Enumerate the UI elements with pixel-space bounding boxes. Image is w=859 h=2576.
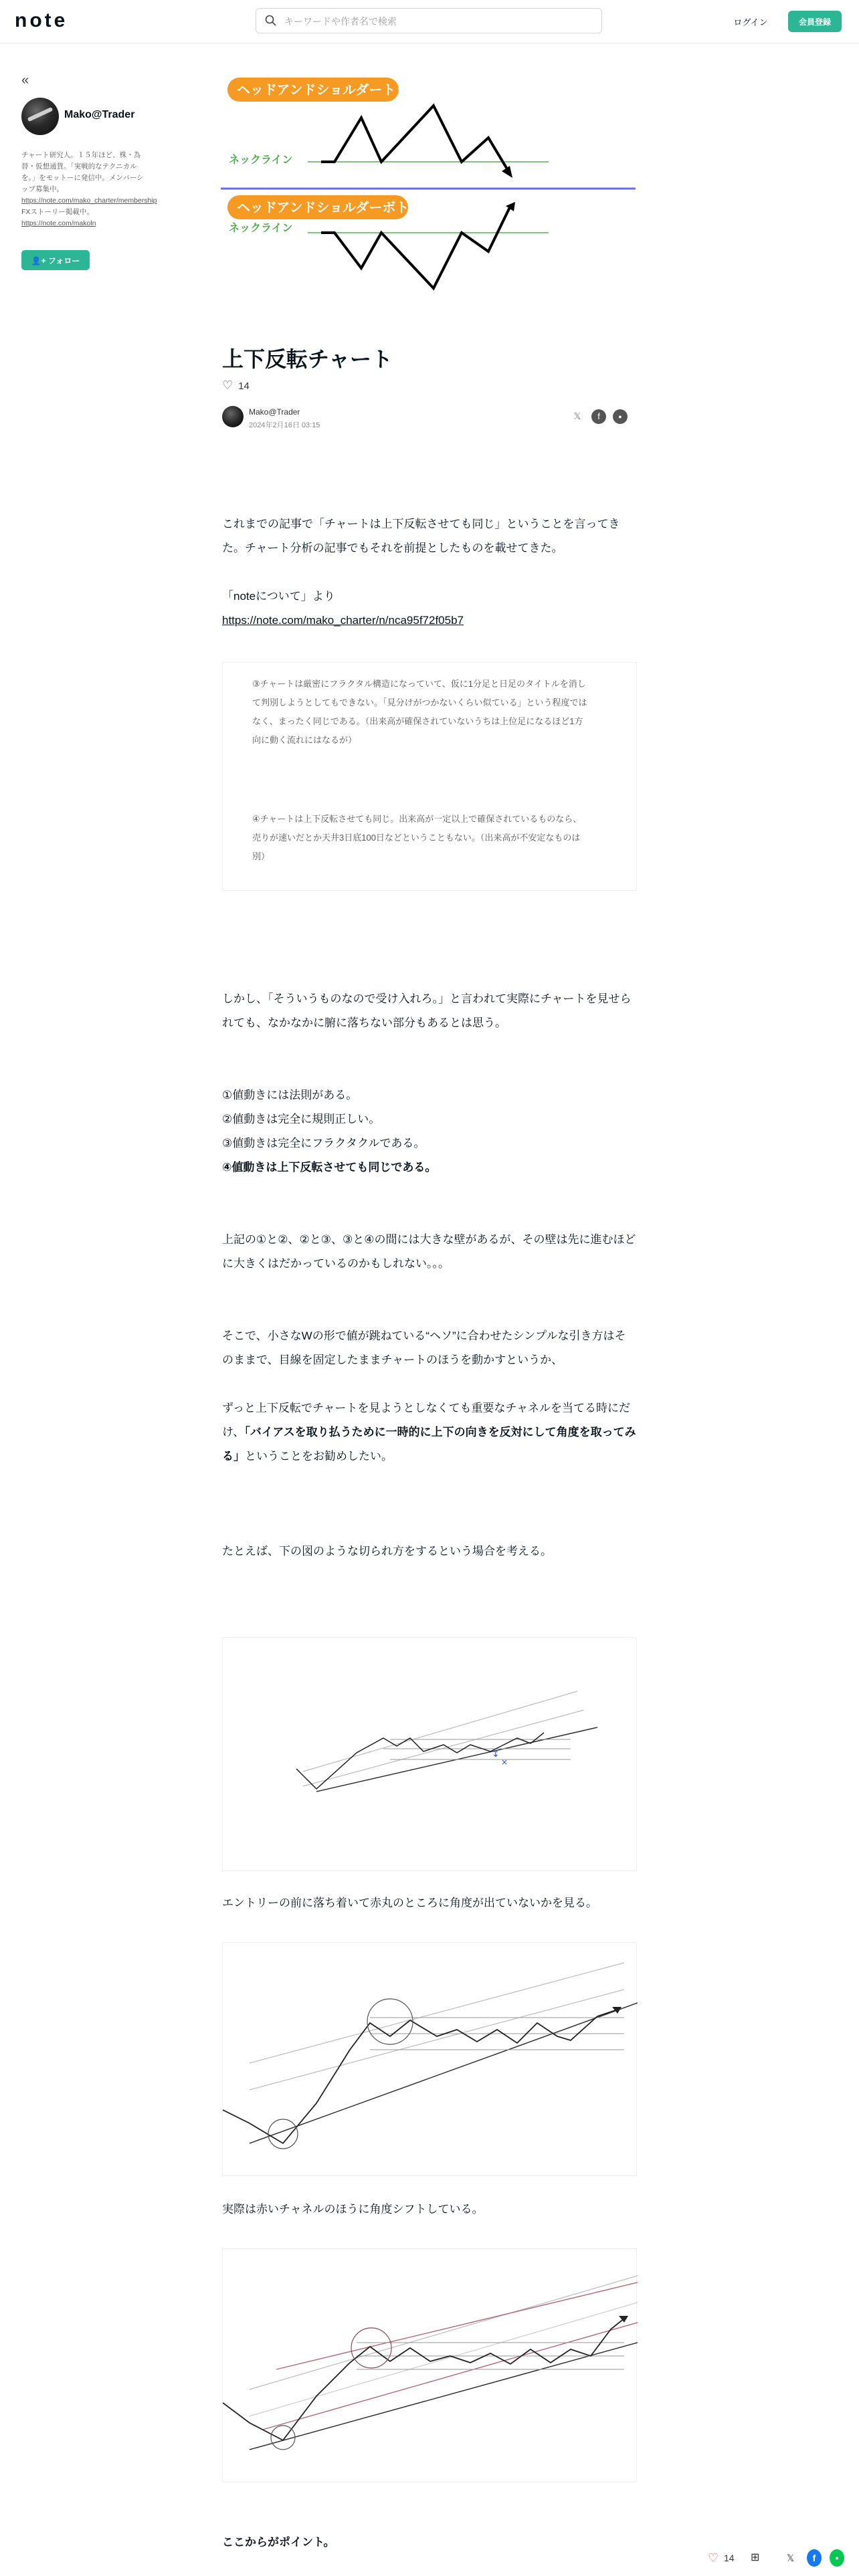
note-about-link[interactable]: https://note.com/mako_charter/n/nca95f72f05b7: [222, 614, 464, 627]
chart-image-1: [222, 1637, 637, 1871]
rule-3: ③値動きは完全にフラクタクルである。: [222, 1137, 425, 1150]
login-button[interactable]: ログイン: [724, 11, 777, 32]
paragraph-6-c: ということをお勧めしたい。: [245, 1450, 393, 1463]
x-share-icon[interactable]: 𝕏: [573, 411, 581, 421]
x-icon[interactable]: 𝕏: [787, 2553, 795, 2563]
byline-date: 2024年2月16日 03:15: [249, 421, 320, 429]
collapse-sidebar-icon[interactable]: «: [21, 73, 29, 88]
author-avatar[interactable]: [21, 98, 59, 135]
facebook-icon[interactable]: f: [807, 2549, 822, 2567]
rule-1: ①値動きには法則がある。: [222, 1089, 358, 1101]
search-icon: [264, 14, 278, 27]
rule-list: [222, 1083, 637, 1180]
author-name[interactable]: Mako@Trader: [64, 109, 135, 120]
heart-icon[interactable]: ♡: [222, 379, 233, 392]
author-bio: [21, 150, 157, 229]
caption-1: エントリーの前に落ち着いて赤丸のところに角度が出ていないかを見る。: [222, 1897, 597, 1909]
paragraph-2: [222, 584, 637, 633]
like-count[interactable]: [222, 379, 250, 393]
paragraph-3: しかし、「そういうものなので受け入れろ。」と言われて実際にチャートを見せられても、なかなかに腑に落ちない部分もあるとは思う。: [222, 992, 632, 1029]
label-bottom: ヘッドアンドショルダーボトム: [237, 199, 423, 215]
search-box[interactable]: [256, 8, 602, 33]
paragraph-6-bold: 「バイアスを取り払うために一時的に上下の向きを反対にして角度を取ってみる」: [222, 1426, 636, 1463]
like-count-value: 14: [238, 381, 250, 392]
caption-2: 実際は赤いチャネルのほうに角度シフトしている。: [222, 2203, 484, 2216]
paragraph-5: そこで、小さなWの形で値が跳ねている“ヘソ”に合わせたシンプルな引き方はそのままで、目線を固定したままチャートのほうを動かすというか、: [222, 1329, 626, 1366]
floating-like-count: 14: [724, 2553, 735, 2563]
heart-icon[interactable]: ♡: [708, 2551, 719, 2565]
svg-text:×: ×: [501, 1757, 508, 1767]
hero-image: [221, 64, 636, 305]
rule-2: ②値動きは完全に規則正しい。: [222, 1113, 381, 1125]
floating-action-bar: [702, 2547, 859, 2569]
paragraph-7: たとえば、下の図のような切られ方をするという場合を考える。: [222, 1545, 552, 1558]
label-top: ヘッドアンドショルダートップ: [237, 82, 422, 98]
magazine-icon[interactable]: ⊞: [751, 2552, 760, 2563]
search-input[interactable]: [283, 13, 593, 30]
byline-author[interactable]: Mako@Trader: [249, 407, 300, 417]
paragraph-4: 上記の①と②、②と③、③と④の間には大きな壁があるが、その壁は先に進むほどに大きくはだかっているのかもしれない。。。: [222, 1233, 636, 1270]
arrow-down-icon: [502, 166, 512, 178]
hs-bottom-line: [321, 207, 510, 288]
profile-link[interactable]: https://note.com/makoln: [21, 219, 96, 227]
bio-mid-text: FXストーリー掲載中。: [21, 208, 94, 216]
site-header: [0, 0, 859, 43]
line-icon[interactable]: ●: [830, 2549, 844, 2567]
note-logo[interactable]: note: [15, 9, 68, 31]
follow-button[interactable]: [21, 250, 90, 270]
chart-image-3: [222, 2248, 637, 2482]
paragraph-6-a: ずっと上下反転でチャートを見ようとしなくても重要なチャネルを当てる時にだけ、: [222, 1402, 630, 1438]
article-title: 上下反転チャート: [222, 347, 393, 371]
bio-text: チャート研究人。１５年ほど、株・為替・仮想通貨。「実戦的なテクニカルを。」をモットーに発信中。メンバーシップ募集中。: [21, 151, 144, 193]
chart-image-2: [222, 1942, 637, 2176]
paragraph-1: これまでの記事で「チャートは上下反転させても同じ」ということを言ってきた。チャート分析の記事でもそれを前提としたものを載せてきた。: [222, 518, 620, 554]
rule-4: ④値動きは上下反転させても同じである。: [222, 1161, 437, 1174]
paragraph-8: ここからがポイント。: [222, 2536, 335, 2549]
quote-1: ③チャートは厳密にフラクタル構造になっていて、仮に1分足と日足のタイトルを消して判別しようとしてもできない。「見分けがつかないくらい似ている」という程度ではなく、まったく同じである。（出来高が確保されていないうちは上位足になるほど1方向に動く流れにはなるが）: [252, 679, 587, 745]
facebook-share-icon[interactable]: f: [591, 409, 606, 424]
quote-2: ④チャートは上下反転させても同じ。出来高が一定以上で確保されているものなら、売りが速いだとか天井3日底100日などということもない。（出来高が不安定なものは別）: [252, 814, 582, 861]
svg-text:↕: ↕: [492, 1749, 500, 1759]
line-share-icon[interactable]: ●: [613, 409, 628, 424]
neckline-label-1: ネックライン: [229, 153, 293, 166]
follow-label: フォロー: [47, 255, 80, 265]
add-user-icon: 👤+: [31, 255, 48, 265]
paragraph-6: [222, 1396, 637, 1469]
byline-avatar[interactable]: [222, 406, 244, 427]
neckline-label-2: ネックライン: [229, 221, 293, 234]
signup-button[interactable]: 会員登録: [788, 11, 842, 32]
blockquote: [222, 662, 637, 891]
membership-link[interactable]: https://note.com/mako_charter/membership: [21, 197, 157, 205]
paragraph-2-text: 「noteについて」より: [222, 590, 335, 603]
